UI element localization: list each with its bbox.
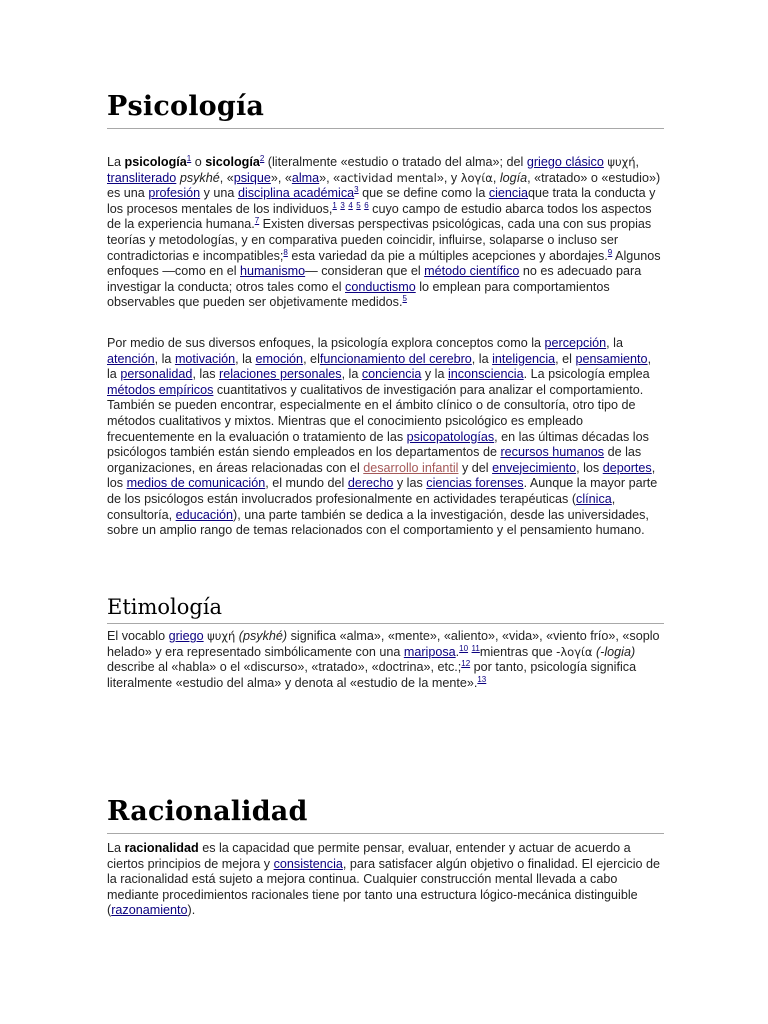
wiki-link[interactable]: consistencia bbox=[273, 856, 343, 871]
section-psicologia-body-2 bbox=[107, 336, 664, 539]
text-run: no es adecuado para investigar la conducta; otros tales como el bbox=[107, 264, 642, 294]
text-run: es la capacidad que permite pensar, evaluar, entender y actuar de acuerdo a ciertos principios de mejora y bbox=[107, 841, 631, 871]
greek-term: actividad mental bbox=[340, 170, 437, 185]
text-run: cuantitativos y cualitativos de investigación para analizar el comportamiento. También se pueden encontrar, especialmente en el ámbito clínico o de consultoría, otro tipo de métodos cualitativos y mixtos. Mientras que el conocimiento psicológico es empleado frecuentemente en la evaluación o tratamiento de las bbox=[107, 382, 644, 444]
wiki-link[interactable]: atención bbox=[107, 351, 155, 366]
section-racionalidad bbox=[107, 797, 664, 834]
citation-link[interactable]: 9 bbox=[607, 247, 613, 257]
text-run: », « bbox=[270, 170, 292, 185]
text-run: y la bbox=[421, 367, 448, 382]
wiki-link[interactable]: griego clásico bbox=[526, 155, 604, 169]
text-run: », « bbox=[319, 170, 341, 185]
citation-link[interactable]: 4 bbox=[348, 200, 353, 210]
wiki-link[interactable]: motivación bbox=[174, 351, 236, 366]
heading-rule bbox=[107, 833, 664, 834]
wiki-link[interactable]: pensamiento bbox=[575, 351, 648, 366]
wiki-link[interactable]: personalidad bbox=[120, 367, 193, 382]
wiki-link[interactable]: envejecimiento bbox=[492, 460, 577, 475]
text-run: , la bbox=[107, 351, 652, 382]
text-run: Algunos enfoques —como en el bbox=[107, 248, 661, 279]
wiki-link[interactable]: profesión bbox=[148, 186, 201, 201]
wiki-link[interactable]: educación bbox=[175, 507, 234, 522]
text-run: , los bbox=[576, 460, 603, 475]
citation-link[interactable]: 13 bbox=[477, 674, 487, 684]
text-run: esta variedad da pie a múltiples acepciones y abordajes. bbox=[287, 248, 608, 263]
text-run: describe al «habla» o el «discurso», «tratado», «doctrina», etc.; bbox=[107, 660, 462, 675]
citation-link[interactable]: 11 bbox=[471, 643, 480, 653]
wiki-link[interactable]: inconsciencia bbox=[448, 367, 524, 382]
citation-link[interactable]: 8 bbox=[283, 247, 288, 257]
wiki-link[interactable]: alma bbox=[291, 170, 320, 185]
text-run: La bbox=[107, 841, 125, 855]
section-etimologia-body bbox=[107, 629, 664, 691]
text-run: El vocablo bbox=[107, 629, 169, 643]
text-run: ). bbox=[187, 903, 196, 918]
citation-link[interactable]: 5 bbox=[402, 294, 407, 304]
text-run: . bbox=[455, 644, 460, 659]
text-run: , la bbox=[341, 367, 362, 382]
text-run: , el bbox=[555, 351, 576, 366]
section-heading-racionalidad: Racionalidad bbox=[107, 796, 308, 827]
text-run: Por medio de sus diversos enfoques, la psicología explora conceptos como la bbox=[107, 336, 545, 350]
wiki-link[interactable]: derecho bbox=[347, 476, 394, 491]
wiki-link[interactable]: relaciones personales bbox=[219, 367, 342, 382]
paragraph-enfoques bbox=[107, 336, 664, 539]
wiki-link[interactable]: transliterado bbox=[107, 170, 177, 185]
wiki-link[interactable]: ciencia bbox=[488, 186, 529, 201]
wiki-link[interactable]: psique bbox=[233, 170, 271, 185]
citation-link[interactable]: 7 bbox=[254, 216, 260, 226]
paragraph-definition bbox=[107, 155, 664, 311]
wiki-link[interactable]: ciencias forenses bbox=[426, 476, 524, 491]
wiki-link[interactable]: método científico bbox=[424, 264, 520, 279]
wiki-link[interactable]: disciplina académica bbox=[237, 186, 355, 201]
italic-term: (-logia) bbox=[595, 644, 636, 659]
heading-rule bbox=[107, 128, 664, 129]
text-run: (literalmente «estudio o tratado del alma»; del bbox=[264, 155, 527, 169]
greek-term: ψυχή bbox=[607, 155, 636, 169]
greek-term: λογία bbox=[560, 644, 593, 659]
wiki-link[interactable]: humanismo bbox=[240, 264, 306, 279]
paragraph-racionalidad bbox=[107, 841, 664, 919]
text-run: , la bbox=[471, 351, 493, 366]
text-run: , los bbox=[107, 460, 656, 491]
text-run: , bbox=[635, 155, 640, 169]
text-run: que se define como la bbox=[358, 186, 489, 201]
text-run: significa «alma», «mente», «aliento», «vida», «viento frío», «soplo helado» y era representado simbólicamente con una bbox=[107, 629, 660, 659]
citation-link[interactable]: 12 bbox=[461, 659, 471, 669]
section-heading-etimologia: Etimología bbox=[107, 595, 223, 619]
text-run: mientras que - bbox=[479, 644, 561, 659]
text-run: que trata la conducta y los procesos mentales de los individuos, bbox=[107, 186, 656, 216]
citation-link[interactable]: 6 bbox=[364, 200, 369, 210]
greek-term: λογία bbox=[460, 170, 493, 185]
text-run: , en las últimas décadas los psicólogos también están siendo empleados en los departamentos de bbox=[107, 429, 649, 460]
italic-term: logía bbox=[499, 170, 528, 185]
wiki-link[interactable]: inteligencia bbox=[492, 351, 556, 366]
text-run: , «tratado» o «estudio») es una bbox=[107, 170, 661, 201]
wiki-link[interactable]: deportes bbox=[602, 460, 652, 475]
greek-term: ψυχή bbox=[207, 629, 236, 643]
wiki-link[interactable]: clínica bbox=[576, 491, 612, 506]
citation-link[interactable]: 10 bbox=[459, 643, 469, 653]
italic-term: (psykhé) bbox=[238, 629, 288, 643]
section-psicologia bbox=[107, 92, 664, 129]
paragraph-etimologia bbox=[107, 629, 664, 691]
wiki-link[interactable]: emoción bbox=[255, 351, 304, 366]
text-run: , la bbox=[606, 336, 623, 350]
wiki-link[interactable]: conductismo bbox=[345, 279, 416, 294]
text-run: lo emplean para comportamientos observables que pueden ser objetivamente medidos. bbox=[107, 279, 610, 310]
text-run: , para satisfacer algún objetivo o finalidad. El ejercicio de la racionalidad está sujeto a mejora continua. Cualquier construcción mental llevada a cabo mediante procedimientos racionales tiene por tanto una estructura lógico-mecánica distinguible ( bbox=[107, 856, 661, 918]
wiki-link[interactable]: griego bbox=[168, 629, 204, 643]
wiki-link[interactable]: psicopatologías bbox=[406, 429, 495, 444]
wiki-link[interactable]: percepción bbox=[544, 336, 607, 350]
wiki-link[interactable]: mariposa bbox=[403, 644, 456, 659]
text-run: , las bbox=[192, 367, 220, 382]
text-run: . Aunque la mayor parte de los psicólogos están involucrados profesionalmente en actividades terapéuticas ( bbox=[107, 476, 658, 506]
text-run: », y bbox=[436, 170, 461, 185]
wiki-link[interactable]: conciencia bbox=[361, 367, 422, 382]
text-run: o bbox=[191, 155, 206, 169]
missing-page-link[interactable]: desarrollo infantil bbox=[363, 460, 459, 475]
text-run: , el bbox=[303, 351, 320, 366]
text-run: , « bbox=[219, 170, 234, 185]
text-run: , consultoría, bbox=[107, 491, 616, 522]
wiki-link[interactable]: medios de comunicación bbox=[126, 476, 266, 491]
text-run: , el mundo del bbox=[265, 476, 348, 491]
text-run: , la bbox=[235, 351, 256, 366]
section-racionalidad-body bbox=[107, 841, 664, 919]
citation-link[interactable]: 1 bbox=[332, 200, 337, 210]
text-run: y del bbox=[458, 460, 493, 475]
citation-link[interactable]: 2 bbox=[259, 154, 265, 163]
text-run: — consideran que el bbox=[305, 264, 425, 279]
wiki-link[interactable]: métodos empíricos bbox=[107, 382, 214, 397]
text-run: y las bbox=[393, 476, 427, 491]
text-run: por tanto, psicología significa literalmente «estudio del alma» y denota al «estudio de la mente». bbox=[107, 660, 637, 690]
wiki-link[interactable]: razonamiento bbox=[111, 903, 188, 918]
text-run: , bbox=[492, 170, 500, 185]
italic-term: psykhé bbox=[179, 170, 220, 185]
section-etimologia bbox=[107, 594, 664, 624]
bold-term: sicología bbox=[205, 155, 260, 169]
citation-link[interactable]: 3 bbox=[340, 200, 345, 210]
text-run: , la bbox=[154, 351, 175, 366]
text-run: . La psicología emplea bbox=[523, 367, 650, 382]
text-run: cuyo campo de estudio abarca todos los aspectos de la experiencia humana. bbox=[107, 201, 652, 232]
citation-link[interactable]: 3 bbox=[354, 185, 359, 195]
citation-link[interactable]: 5 bbox=[356, 200, 361, 210]
text-run: La bbox=[107, 155, 125, 169]
section-psicologia-body bbox=[107, 155, 664, 311]
text-run: y una bbox=[200, 186, 238, 201]
wiki-link[interactable]: recursos humanos bbox=[500, 445, 605, 460]
page-title: Psicología bbox=[107, 91, 265, 122]
citation-link[interactable]: 1 bbox=[186, 154, 192, 163]
text-run: ), una parte también se dedica a la investigación, desde las universidades, sobre un amplio rango de temas relacionados con el comportamiento y el pensamiento humano. bbox=[107, 507, 649, 538]
bold-term: psicología bbox=[124, 155, 187, 169]
wiki-link[interactable]: funcionamiento del cerebro bbox=[319, 351, 472, 366]
text-run: Existen diversas perspectivas psicológicas, cada una con sus propias teorías y metodologías, y en comparativa pueden coincidir, influirse, solaparse o incluso ser contradictorias e incompatibles; bbox=[107, 217, 652, 263]
text-run: de las organizaciones, en áreas relacionadas con el bbox=[107, 445, 642, 475]
heading-rule bbox=[107, 623, 664, 624]
bold-term: racionalidad bbox=[124, 841, 199, 855]
